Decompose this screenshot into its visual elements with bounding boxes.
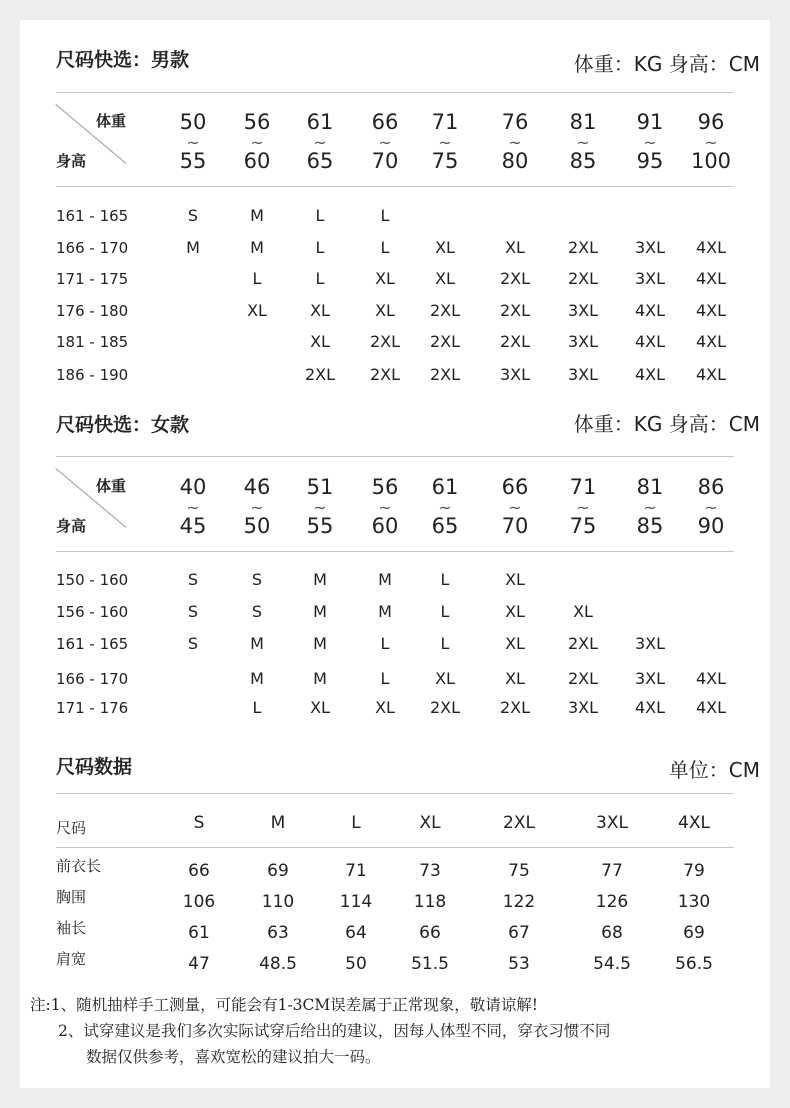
men-corner-height-label: 身高 <box>56 152 87 170</box>
men-weight-from: 76 <box>501 110 529 134</box>
size-data-value: 77 <box>601 861 623 881</box>
women-size-cell: XL <box>505 570 525 589</box>
women-height-range: 171 - 176 <box>56 699 129 717</box>
women-size-cell: M <box>313 570 327 589</box>
men-weight-tilde: ~ <box>643 133 657 152</box>
women-size-cell: 4XL <box>634 698 666 717</box>
size-data-value: 64 <box>345 923 367 943</box>
women-weight-tilde: ~ <box>378 498 392 517</box>
men-height-range: 166 - 170 <box>56 239 129 257</box>
size-data-row-label: 袖长 <box>56 919 87 937</box>
size-data-row-label: 胸围 <box>56 888 87 906</box>
women-header-divider <box>56 551 734 552</box>
women-weight-from: 86 <box>697 475 725 499</box>
size-data-value: 79 <box>683 861 705 881</box>
size-data-value: 66 <box>419 923 441 943</box>
size-data-row-label: 前衣长 <box>56 857 102 875</box>
men-weight-to: 80 <box>501 149 529 173</box>
size-data-value: 51.5 <box>411 954 449 974</box>
women-size-cell: XL <box>310 698 330 717</box>
women-weight-to: 70 <box>501 514 529 538</box>
women-size-cell: XL <box>375 698 395 717</box>
men-size-cell: 4XL <box>695 269 727 288</box>
men-size-cell: 4XL <box>695 238 727 257</box>
men-weight-tilde: ~ <box>378 133 392 152</box>
men-size-cell: 4XL <box>695 301 727 320</box>
men-weight-from: 50 <box>179 110 207 134</box>
size-data-title: 尺码数据 <box>56 756 133 778</box>
size-data-value: 48.5 <box>259 954 297 974</box>
size-data-size-label: 4XL <box>678 813 710 833</box>
men-size-cell: L <box>380 238 390 257</box>
size-data-size-label: 3XL <box>596 813 628 833</box>
size-data-value: 122 <box>502 892 536 912</box>
men-size-cell: 2XL <box>567 269 599 288</box>
men-weight-to: 70 <box>371 149 399 173</box>
women-weight-to: 55 <box>306 514 334 538</box>
men-size-cell: L <box>380 206 390 225</box>
men-size-cell: 3XL <box>634 269 666 288</box>
size-data-value: 56.5 <box>675 954 713 974</box>
size-data-value: 118 <box>413 892 447 912</box>
men-size-cell: 2XL <box>304 365 336 384</box>
men-weight-to: 75 <box>431 149 459 173</box>
size-data-size-label: M <box>270 813 286 833</box>
women-height-range: 161 - 165 <box>56 635 129 653</box>
women-weight-tilde: ~ <box>313 498 327 517</box>
women-weight-to: 45 <box>179 514 207 538</box>
men-weight-tilde: ~ <box>186 133 200 152</box>
women-height-range: 150 - 160 <box>56 571 129 589</box>
men-size-cell: M <box>186 238 200 257</box>
men-size-cell: XL <box>310 332 330 351</box>
women-height-range: 166 - 170 <box>56 670 129 688</box>
women-weight-from: 71 <box>569 475 597 499</box>
men-size-cell: 3XL <box>567 301 599 320</box>
men-weight-to: 65 <box>306 149 334 173</box>
men-weight-to: 100 <box>690 149 732 173</box>
women-size-cell: 2XL <box>567 634 599 653</box>
men-size-cell: 2XL <box>499 332 531 351</box>
size-data-value: 53 <box>508 954 530 974</box>
size-data-value: 69 <box>267 861 289 881</box>
women-unit-label: 体重：KG 身高：CM <box>573 412 760 436</box>
women-size-cell: 4XL <box>695 698 727 717</box>
size-data-value: 130 <box>677 892 711 912</box>
women-size-cell: M <box>313 602 327 621</box>
men-weight-from: 71 <box>431 110 459 134</box>
size-data-value: 71 <box>345 861 367 881</box>
men-size-cell: 2XL <box>429 301 461 320</box>
size-data-value: 110 <box>261 892 295 912</box>
men-size-cell: 2XL <box>369 332 401 351</box>
women-weight-to: 85 <box>636 514 664 538</box>
size-data-value: 47 <box>188 954 210 974</box>
women-size-cell: 2XL <box>429 698 461 717</box>
women-weight-tilde: ~ <box>704 498 718 517</box>
women-size-cell: XL <box>505 669 525 688</box>
size-data-size-label: S <box>193 813 205 833</box>
size-data-header-divider <box>56 847 734 848</box>
men-size-cell: 4XL <box>695 365 727 384</box>
men-height-range: 161 - 165 <box>56 207 129 225</box>
men-height-range: 186 - 190 <box>56 366 129 384</box>
women-size-cell: 3XL <box>634 669 666 688</box>
size-data-top-divider <box>56 793 734 794</box>
men-weight-from: 66 <box>371 110 399 134</box>
women-size-cell: S <box>187 634 199 653</box>
women-size-cell: M <box>250 634 264 653</box>
men-weight-to: 60 <box>243 149 271 173</box>
size-data-value: 106 <box>182 892 216 912</box>
men-size-cell: S <box>187 206 199 225</box>
men-size-cell: L <box>315 269 325 288</box>
men-size-cell: XL <box>435 269 455 288</box>
size-data-size-header: 尺码 <box>56 819 87 837</box>
women-weight-from: 51 <box>306 475 334 499</box>
women-size-cell: 4XL <box>695 669 727 688</box>
women-size-cell: XL <box>573 602 593 621</box>
women-weight-to: 65 <box>431 514 459 538</box>
size-data-row-label: 肩宽 <box>56 950 87 968</box>
men-size-cell: L <box>315 206 325 225</box>
men-size-cell: 2XL <box>429 332 461 351</box>
women-weight-from: 81 <box>636 475 664 499</box>
men-height-range: 176 - 180 <box>56 302 129 320</box>
men-top-divider <box>56 92 734 93</box>
size-data-value: 68 <box>601 923 623 943</box>
men-unit-label: 体重：KG 身高：CM <box>573 52 760 76</box>
women-height-range: 156 - 160 <box>56 603 129 621</box>
size-data-value: 66 <box>188 861 210 881</box>
women-weight-to: 90 <box>697 514 725 538</box>
women-weight-from: 66 <box>501 475 529 499</box>
men-weight-from: 61 <box>306 110 334 134</box>
women-corner-height-label: 身高 <box>56 517 87 535</box>
men-weight-from: 96 <box>697 110 725 134</box>
women-size-cell: S <box>251 570 263 589</box>
men-size-cell: 3XL <box>634 238 666 257</box>
women-weight-tilde: ~ <box>643 498 657 517</box>
size-data-value: 67 <box>508 923 530 943</box>
men-weight-from: 91 <box>636 110 664 134</box>
women-weight-from: 61 <box>431 475 459 499</box>
women-size-cell: 3XL <box>634 634 666 653</box>
women-size-cell: L <box>440 634 450 653</box>
women-weight-to: 75 <box>569 514 597 538</box>
women-size-cell: XL <box>505 602 525 621</box>
women-size-cell: L <box>380 634 390 653</box>
men-size-cell: 2XL <box>499 269 531 288</box>
women-weight-from: 46 <box>243 475 271 499</box>
men-weight-tilde: ~ <box>508 133 522 152</box>
men-weight-to: 55 <box>179 149 207 173</box>
men-weight-tilde: ~ <box>704 133 718 152</box>
women-size-cell: 3XL <box>567 698 599 717</box>
women-size-cell: 2XL <box>499 698 531 717</box>
men-size-cell: 3XL <box>567 365 599 384</box>
women-weight-tilde: ~ <box>576 498 590 517</box>
size-data-value: 50 <box>345 954 367 974</box>
men-size-cell: 4XL <box>634 332 666 351</box>
men-size-cell: 2XL <box>369 365 401 384</box>
women-weight-from: 40 <box>179 475 207 499</box>
men-size-cell: 4XL <box>695 332 727 351</box>
men-height-range: 181 - 185 <box>56 333 129 351</box>
women-size-cell: L <box>380 669 390 688</box>
men-corner-weight-label: 体重 <box>96 112 127 130</box>
size-data-value: 126 <box>595 892 629 912</box>
men-size-cell: 3XL <box>567 332 599 351</box>
men-size-cell: 4XL <box>634 301 666 320</box>
women-size-cell: S <box>187 570 199 589</box>
men-size-cell: M <box>250 238 264 257</box>
women-weight-to: 60 <box>371 514 399 538</box>
men-size-cell: XL <box>310 301 330 320</box>
women-top-divider <box>56 456 734 457</box>
size-data-value: 73 <box>419 861 441 881</box>
women-size-cell: 2XL <box>567 669 599 688</box>
women-weight-from: 56 <box>371 475 399 499</box>
men-size-cell: XL <box>375 301 395 320</box>
women-size-cell: M <box>378 570 392 589</box>
women-weight-tilde: ~ <box>186 498 200 517</box>
size-data-size-label: L <box>351 813 361 833</box>
men-size-cell: 2XL <box>429 365 461 384</box>
size-data-value: 63 <box>267 923 289 943</box>
women-size-cell: M <box>313 669 327 688</box>
men-size-cell: 4XL <box>634 365 666 384</box>
size-chart-card <box>20 20 770 1088</box>
women-size-cell: M <box>378 602 392 621</box>
women-weight-to: 50 <box>243 514 271 538</box>
size-data-value: 114 <box>339 892 373 912</box>
size-data-size-label: XL <box>419 813 441 833</box>
men-size-cell: XL <box>435 238 455 257</box>
women-size-cell: S <box>187 602 199 621</box>
men-size-cell: L <box>315 238 325 257</box>
men-size-cell: XL <box>375 269 395 288</box>
men-size-cell: 3XL <box>499 365 531 384</box>
men-header-divider <box>56 186 734 187</box>
size-data-value: 54.5 <box>593 954 631 974</box>
women-size-cell: XL <box>505 634 525 653</box>
men-height-range: 171 - 175 <box>56 270 129 288</box>
men-weight-tilde: ~ <box>313 133 327 152</box>
men-section-title: 尺码快选：男款 <box>56 49 190 71</box>
men-weight-tilde: ~ <box>250 133 264 152</box>
women-size-cell: L <box>440 602 450 621</box>
women-size-cell: M <box>250 669 264 688</box>
note-line-3: 数据仅供参考，喜欢宽松的建议拍大一码。 <box>86 1048 381 1066</box>
men-weight-tilde: ~ <box>438 133 452 152</box>
men-size-cell: L <box>252 269 262 288</box>
women-size-cell: XL <box>435 669 455 688</box>
men-size-cell: 2XL <box>567 238 599 257</box>
men-size-cell: XL <box>505 238 525 257</box>
size-data-unit-label: 单位：CM <box>668 758 760 782</box>
men-weight-from: 81 <box>569 110 597 134</box>
men-size-cell: M <box>250 206 264 225</box>
women-weight-tilde: ~ <box>438 498 452 517</box>
note-line-2: 2、试穿建议是我们多次实际试穿后给出的建议，因每人体型不同，穿衣习惯不同 <box>58 1022 611 1040</box>
women-size-cell: L <box>440 570 450 589</box>
size-data-value: 61 <box>188 923 210 943</box>
women-section-title: 尺码快选：女款 <box>56 414 190 436</box>
men-size-cell: XL <box>247 301 267 320</box>
size-data-size-label: 2XL <box>503 813 535 833</box>
men-weight-tilde: ~ <box>576 133 590 152</box>
women-weight-tilde: ~ <box>250 498 264 517</box>
women-corner-weight-label: 体重 <box>96 477 127 495</box>
women-weight-tilde: ~ <box>508 498 522 517</box>
size-data-value: 69 <box>683 923 705 943</box>
women-size-cell: S <box>251 602 263 621</box>
men-weight-to: 85 <box>569 149 597 173</box>
women-size-cell: L <box>252 698 262 717</box>
men-weight-to: 95 <box>636 149 664 173</box>
size-data-value: 75 <box>508 861 530 881</box>
note-line-1: 注:1、随机抽样手工测量，可能会有1-3CM误差属于正常现象，敬请谅解! <box>30 996 539 1014</box>
men-size-cell: 2XL <box>499 301 531 320</box>
men-weight-from: 56 <box>243 110 271 134</box>
women-size-cell: M <box>313 634 327 653</box>
